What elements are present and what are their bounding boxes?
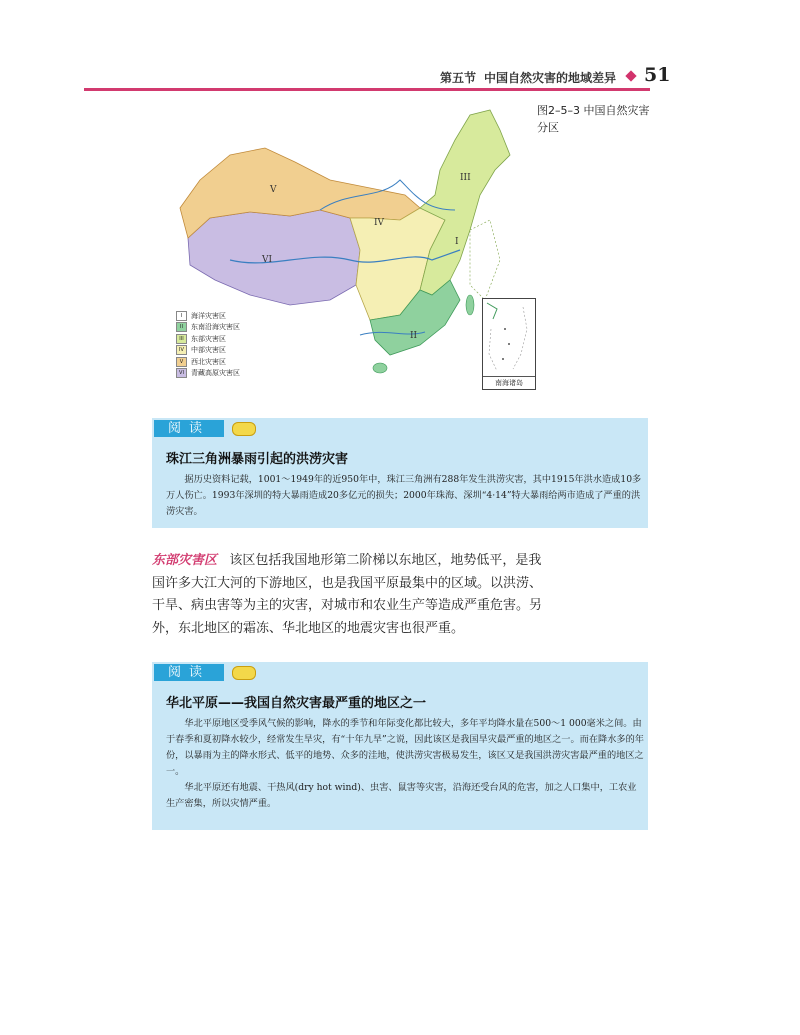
legend-label: 东部灾害区: [191, 334, 226, 343]
legend-swatch: II: [176, 322, 187, 332]
running-header: [440, 66, 670, 88]
keyword: 东部灾害区: [152, 553, 218, 568]
legend-swatch: IV: [176, 345, 187, 355]
reading-box-1: [152, 418, 648, 528]
reading-paragraph: 据历史资料记载，1001～1949年的近950年中，珠江三角洲有288年发生洪涝灾害，其中1915年洪水造成10多万人伤亡。1993年深圳的特大暴雨造成20多亿元的损失；2000年珠海、深圳“4·14”特大暴雨给两市造成了严重的洪涝灾害。: [166, 474, 642, 517]
reading-title: 珠江三角洲暴雨引起的洪涝灾害: [166, 452, 349, 467]
book-icon: [232, 666, 256, 680]
inset-label: 南海诸岛: [483, 376, 535, 389]
reading-body: [166, 716, 644, 812]
section-label: 第五节: [440, 71, 477, 85]
figure-caption: 图2–5–3 中国自然灾害分区: [537, 104, 650, 134]
legend-item: [176, 345, 240, 357]
legend-item: [176, 333, 240, 345]
main-paragraph: [152, 550, 552, 640]
reading-box-2: [152, 662, 648, 830]
region-label-vi: VI: [262, 255, 273, 265]
legend-swatch: V: [176, 357, 187, 367]
section-title: 中国自然灾害的地域差异: [484, 71, 617, 85]
legend-label: 西北灾害区: [191, 357, 226, 366]
legend-label: 东南沿海灾害区: [191, 323, 240, 332]
legend-label: 中部灾害区: [191, 346, 226, 355]
region-label-i: I: [455, 237, 459, 247]
south-china-sea-inset: [482, 298, 536, 390]
reading-paragraph: 华北平原地区受季风气候的影响，降水的季节和年际变化都比较大，多年平均降水量在500～1 000毫米之间。由于春季和夏初降水较少，经常发生旱灾，有“十年九旱”之说，因此该区是我国旱灾最严重的地区之一。而在降水多的年份，以暴雨为主的降水形式、低平的地势、众多的洼地，使洪涝灾害极易发生，该区又是我国洪涝灾害最严重的地区之一。: [166, 718, 644, 777]
region-label-iv: IV: [374, 218, 385, 228]
reading-paragraph: 华北平原还有地震、干热风(dry hot wind)、虫害、鼠害等灾害，沿海还受台风的危害，加之人口集中，工农业生产密集，所以灾情严重。: [166, 782, 637, 809]
legend-swatch: I: [176, 311, 187, 321]
legend-item: [176, 356, 240, 368]
legend-swatch: III: [176, 334, 187, 344]
reading-tag: 阅读: [154, 420, 224, 437]
diamond-icon: [625, 70, 636, 81]
legend-item: [176, 310, 240, 322]
region-label-iii: III: [460, 173, 471, 183]
main-body: 该区包括我国地形第二阶梯以东地区，地势低平，是我国许多大江大河的下游地区，也是我国平原最集中的区域。以洪涝、干旱、病虫害等为主的灾害，对城市和农业生产等造成严重危害。另外，东北地区的霜冻、华北地区的地震灾害也很严重。: [152, 553, 543, 636]
legend-label: 海洋灾害区: [191, 311, 226, 320]
map-legend: [176, 310, 240, 379]
legend-item: [176, 322, 240, 334]
region-label-v: V: [270, 185, 277, 195]
reading-title: 华北平原——我国自然灾害最严重的地区之一: [166, 696, 427, 711]
inset-map: [483, 299, 535, 377]
region-label-ii: II: [410, 331, 418, 341]
reading-body: [166, 472, 644, 520]
header-rule: [84, 88, 650, 91]
legend-label: 青藏高原灾害区: [191, 369, 240, 378]
page-number: 51: [644, 64, 671, 86]
reading-tag: 阅读: [154, 664, 224, 681]
legend-item: [176, 368, 240, 380]
legend-swatch: VI: [176, 368, 187, 378]
book-icon: [232, 422, 256, 436]
